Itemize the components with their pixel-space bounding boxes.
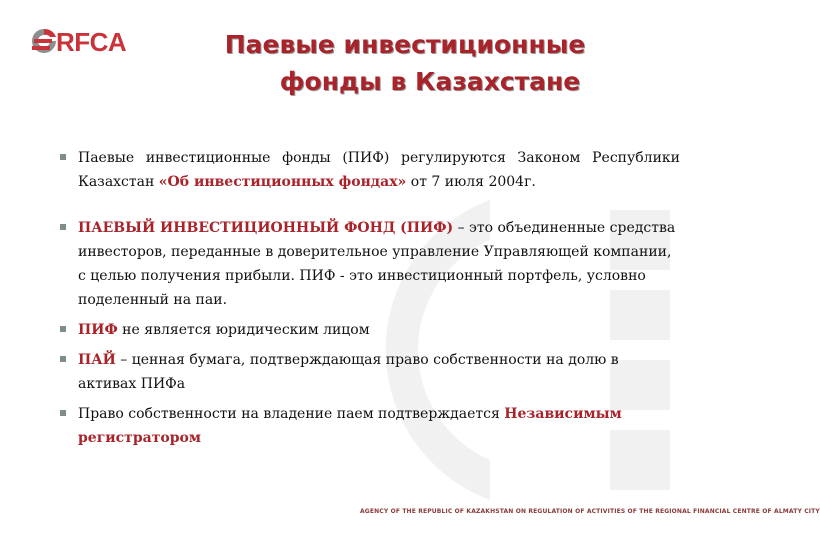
bullet-item (60, 318, 680, 342)
bullet-text: не является юридическим лицом (117, 322, 370, 338)
slide-title (140, 26, 670, 100)
term-pif: ПИФ (78, 322, 118, 338)
rfca-logo (30, 26, 155, 56)
bullet-item (60, 348, 680, 396)
law-name: «Об инвестиционных фондах» (158, 174, 407, 190)
title-line-1: Паевые инвестиционные (224, 30, 586, 59)
logo-emblem-icon (32, 29, 56, 53)
term-pai: ПАЙ (78, 352, 116, 368)
bullet-text: от 7 июля 2004г. (406, 174, 536, 190)
bullet-text: – это объединенные средства инвесторов, переданные в доверительное управление Управляющей компании, с целью получения прибыли. ПИФ - это инвестиционный портфель, условно поделенный на паи. (78, 220, 676, 308)
logo-text: RFCA (56, 27, 127, 57)
agency-footer: AGENCY OF THE REPUBLIC OF KAZAKHSTAN ON REGULATION OF ACTIVITIES OF THE REGIONAL FINANCIAL CENTRE OF ALMATY CITY (360, 508, 820, 515)
bullet-text: Паевые инвестиционные фонды (ПИФ) регулируются Законом Республики Казахстан (78, 150, 680, 190)
term-registrar: Независимым регистратором (78, 406, 622, 446)
bullet-item (60, 402, 680, 450)
title-line-2: фонды в Казахстане (279, 67, 581, 96)
bullet-list (60, 146, 680, 450)
bullet-text: – ценная бумага, подтверждающая право собственности на долю в активах ПИФа (78, 352, 619, 392)
bullet-item (60, 216, 680, 312)
bullet-item (60, 146, 680, 194)
term-pif-fund: ПАЕВЫЙ ИНВЕСТИЦИОННЫЙ ФОНД (ПИФ) (78, 220, 454, 236)
bullet-text: Право собственности на владение паем подтверждается (78, 406, 505, 422)
